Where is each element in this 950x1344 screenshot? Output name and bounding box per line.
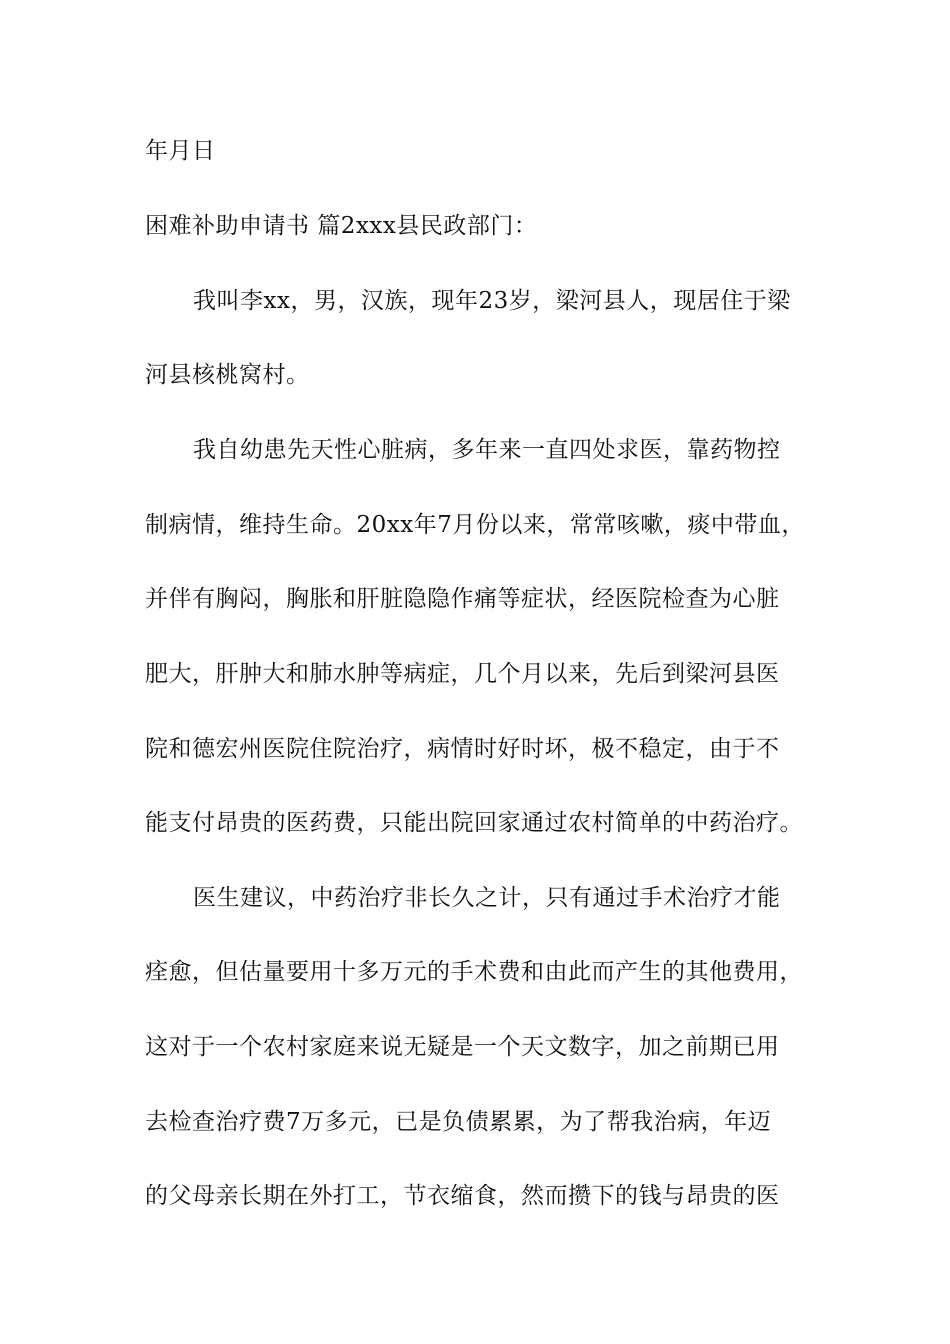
paragraph-2-line-1: 我自幼患先天性心脏病，多年来一直四处求医，靠药物控	[193, 437, 781, 463]
paragraph-1-line-1: 我叫李xx，男，汉族，现年23岁，梁河县人，现居住于梁	[193, 288, 791, 314]
paragraph-3-line-1: 医生建议，中药治疗非长久之计，只有通过手术治疗才能	[193, 885, 781, 911]
date-line: 年月日	[145, 138, 216, 164]
paragraph-2-line-3: 并伴有胸闷，胸胀和肝脏隐隐作痛等症状，经医院检查为心脏	[145, 586, 780, 612]
paragraph-3-line-3: 这对于一个农村家庭来说无疑是一个天文数字，加之前期已用	[145, 1034, 780, 1060]
paragraph-3-line-5: 的父母亲长期在外打工，节衣缩食，然而攒下的钱与昂贵的医	[145, 1183, 780, 1209]
paragraph-2-line-5: 院和德宏州医院住院治疗，病情时好时坏，极不稳定，由于不	[145, 736, 780, 762]
heading-line: 困难补助申请书 篇2xxx县民政部门：	[145, 213, 538, 239]
paragraph-3-line-4: 去检查治疗费7万多元，已是负债累累，为了帮我治病，年迈	[145, 1109, 772, 1135]
paragraph-2-line-6: 能支付昂贵的医药费，只能出院回家通过农村简单的中药治疗。	[145, 810, 803, 836]
paragraph-3-line-2: 痊愈，但估量要用十多万元的手术费和由此而产生的其他费用，	[145, 959, 803, 985]
paragraph-2-line-4: 肥大，肝肿大和肺水肿等病症，几个月以来，先后到梁河县医	[145, 661, 780, 687]
paragraph-1-line-2: 河县核桃窝村。	[145, 362, 310, 388]
paragraph-2-line-2: 制病情，维持生命。20xx年7月份以来，常常咳嗽，痰中带血，	[145, 512, 805, 538]
